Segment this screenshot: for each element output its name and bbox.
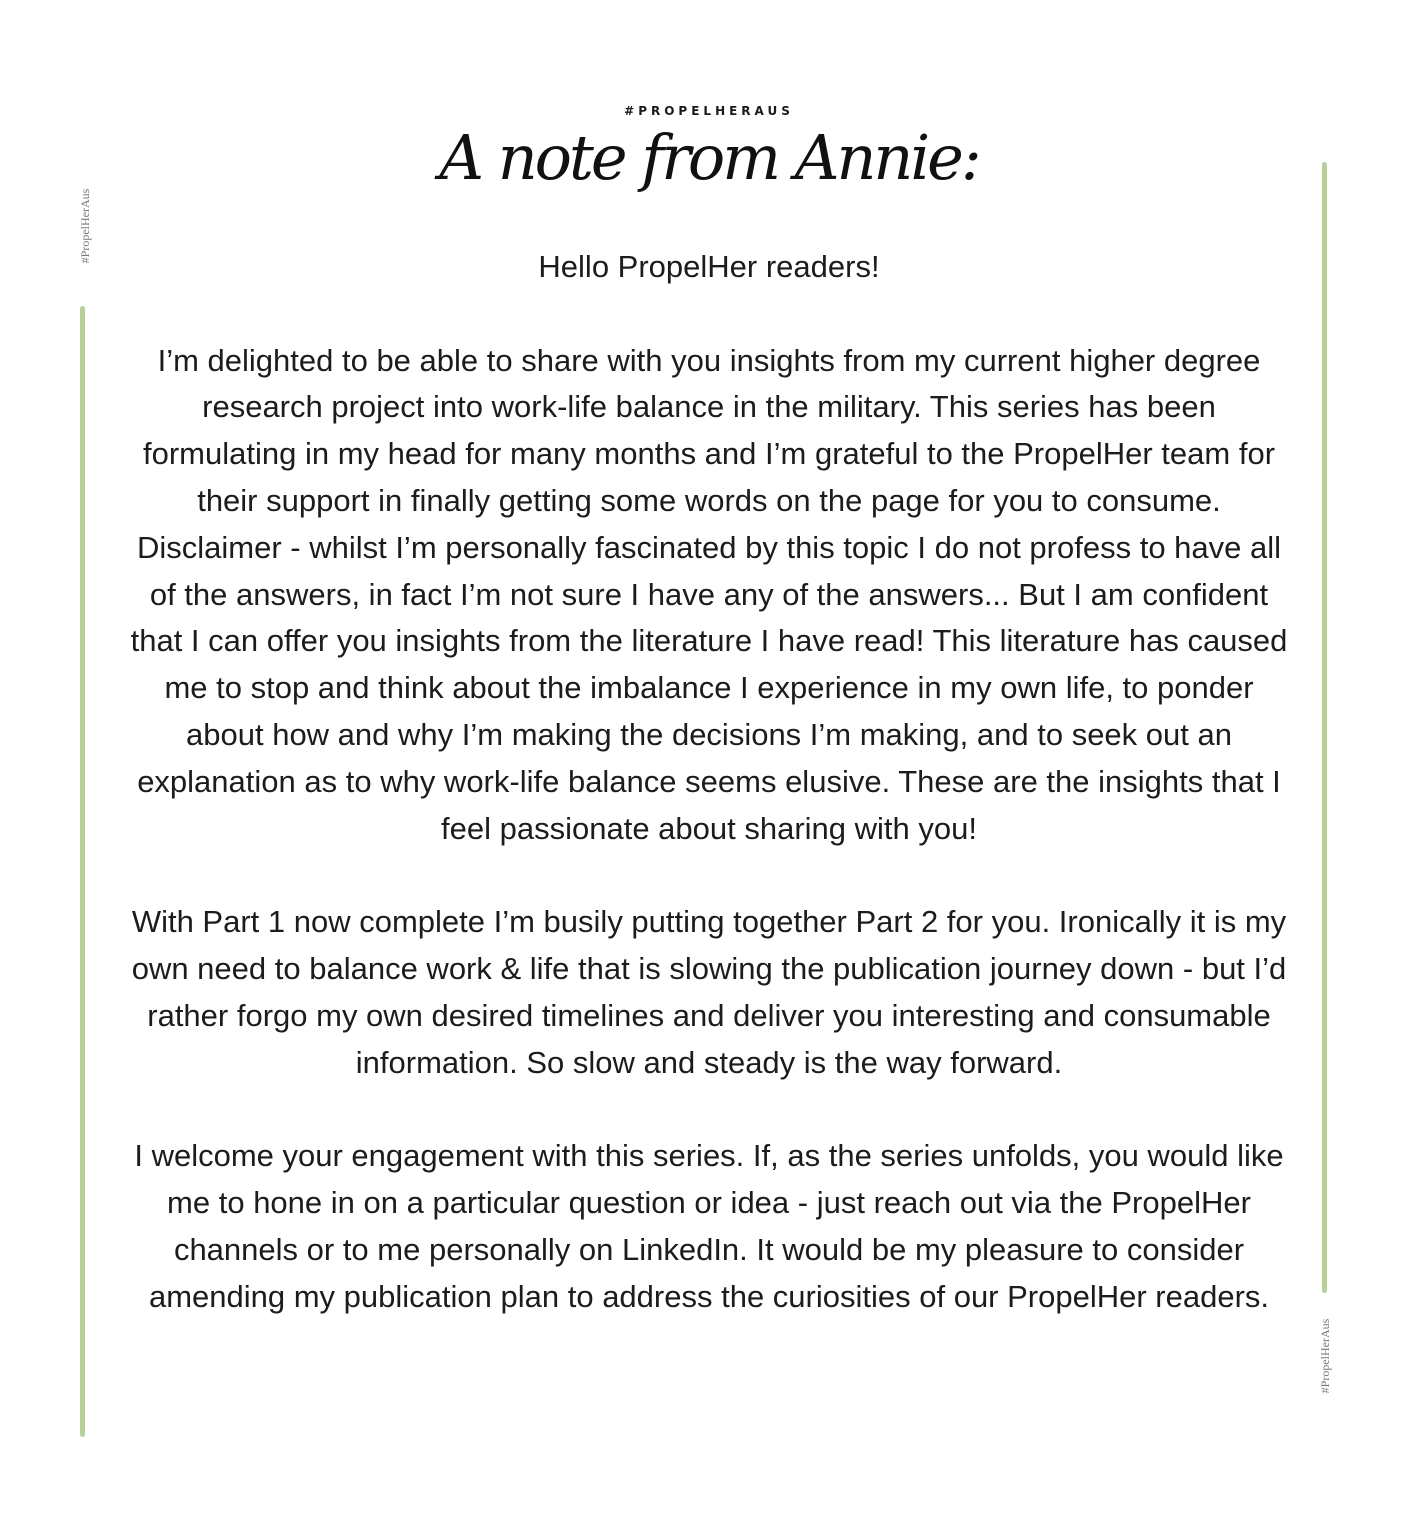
greeting: Hello PropelHer readers! <box>538 249 880 284</box>
side-hashtag-left: #PropelHerAus <box>78 188 92 264</box>
right-accent-line <box>1322 162 1327 1293</box>
left-accent-line <box>80 306 85 1437</box>
paragraph-progress: With Part 1 now complete I’m busily putting together Part 2 for you. Ironically it is my own need to balance work & life that is slowing the publication journey down - but I’d rather forgo my own desired timelines and deliver you interesting and consumable information. So slow and steady is the way forward. <box>131 904 1287 1080</box>
header-hashtag: #PROPELHERAUS <box>624 104 794 118</box>
paragraph-intro: I’m delighted to be able to share with you insights from my current higher degree research project into work-life balance in the military. This series has been formulating in my head for many months and I’m grateful to the PropelHer team for their support in finally getting some words on the page for you to consume. Disclaimer - whilst I’m personally fascinated by this topic I do not profess to have all of the answers, in fact I’m not sure I have any of the answers... But I am confident that I can offer you insights from the literature I have read! This literature has caused me to stop and think about the imbalance I experience in my own life, to ponder about how and why I’m making the decisions I’m making, and to seek out an explanation as to why work-life balance seems elusive. These are the insights that I feel passionate about sharing with you! <box>130 342 1288 846</box>
page-title: A note from Annie: <box>439 121 979 194</box>
side-hashtag-right: #PropelHerAus <box>1318 1318 1332 1394</box>
letter-body <box>124 244 1294 1320</box>
paragraph-engagement: I welcome your engagement with this series. If, as the series unfolds, you would like me to hone in on a particular question or idea - just reach out via the PropelHer channels or to me personally on LinkedIn. It would be my pleasure to consider amending my publication plan to address the curiosities of our PropelHer readers. <box>134 1138 1284 1314</box>
